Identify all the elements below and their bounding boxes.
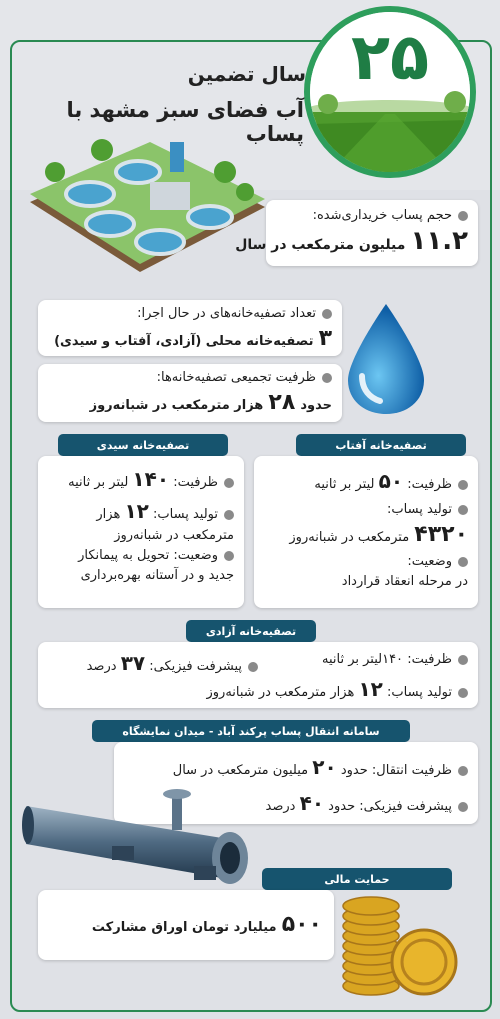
plants-count-detail: تصفیه‌خانه محلی (آزادی، آفتاب و سیدی) [54,334,314,349]
azadi-output-label: تولید پساب: [387,685,452,700]
seyedi-capacity-unit: لیتر بر ثانیه [68,475,129,490]
aftab-capacity-value: ۵۰ [378,469,404,493]
bullet-icon [458,655,468,665]
aftab-output-value: ۴۳۲۰ [414,522,468,547]
bullet-icon [224,551,234,561]
capacity-total-value: ۲۸ [268,390,296,415]
plants-count-value-row [48,324,332,354]
bullet-icon [458,480,468,490]
plants-count-label: تعداد تصفیه‌خانه‌های در حال اجرا: [137,306,316,321]
purchase-value: ۱۱.۲ [410,226,468,256]
anniversary-badge [304,6,476,178]
pipeline-header: سامانه انتقال پساب پرکند آباد - میدان نمایشگاه [92,720,410,742]
bullet-icon [458,688,468,698]
pipeline-transfer-prefix: حدود [340,763,368,778]
azadi-output-value: ۱۲ [358,677,383,701]
plants-count-value: ۳ [318,326,332,351]
title-line1: سال تضمین [187,62,306,86]
aftab-output-unit: مترمکعب در شبانه‌روز [289,530,410,545]
seyedi-header: تصفیه‌خانه سیدی [58,434,228,456]
pipeline-transfer-label: ظرفیت انتقال: [371,763,452,778]
gold-coins-icon [336,894,466,1002]
aftab-status-value: در مرحله انعقاد قرارداد [341,574,468,589]
aftab-status-label-row [264,552,468,572]
pipeline-transfer-unit: میلیون مترمکعب در سال [172,763,309,778]
purchase-label: حجم پساب خریداری‌شده: [312,208,452,223]
seyedi-capacity-label: ظرفیت: [173,475,218,490]
azadi-capacity-value: ۱۴۰ [382,652,404,667]
seyedi-status-value2: جدید و در آستانه بهره‌برداری [80,568,234,583]
finance-card [38,890,334,960]
seyedi-capacity-value: ۱۴۰ [132,467,170,491]
capacity-total-label: ظرفیت تجمیعی تصفیه‌خانه‌ها: [156,370,316,385]
pipeline-progress-prefix: حدود [328,799,356,814]
bullet-icon [224,510,234,520]
bullet-icon [458,557,468,567]
purchase-card [235,200,478,266]
azadi-header: تصفیه‌خانه آزادی [186,620,316,642]
plants-count-label-row [48,304,332,324]
azadi-progress-item [87,648,258,678]
capacity-total-label-row [48,368,332,388]
seyedi-status-row [48,546,234,566]
bullet-icon [458,211,468,221]
seyedi-output-value: ۱۲ [124,499,149,523]
seyedi-card [38,456,244,608]
water-drop-icon [340,300,432,418]
bullet-icon [224,478,234,488]
finance-header: حمایت مالی [262,868,452,890]
aftab-capacity-unit: لیتر بر ثانیه [314,477,375,492]
seyedi-capacity-row [48,464,234,494]
bullet-icon [322,373,332,383]
aftab-output-label-row [264,500,468,520]
title-line2: آب فضای سبز مشهد با پساب [66,98,304,146]
azadi-output-unit: هزار مترمکعب در شبانه‌روز [206,685,355,700]
aftab-card [254,456,478,608]
aftab-output-label: تولید پساب: [387,502,452,517]
azadi-row1 [48,648,468,674]
capacity-total-unit: هزار مترمکعب در شبانه‌روز [89,398,264,413]
azadi-output-row [48,674,468,704]
seyedi-output-label: تولید پساب: [153,507,218,522]
plants-count-card [38,300,342,356]
azadi-capacity-item [322,650,468,670]
seyedi-output-unit1: هزار [96,507,121,522]
bullet-icon [322,309,332,319]
pipeline-progress-unit: درصد [265,799,296,814]
aftab-capacity-label: ظرفیت: [407,477,452,492]
bullet-icon [248,662,258,672]
purchase-unit: میلیون مترمکعب در سال [235,237,406,253]
finance-value-row [50,910,322,940]
azadi-card [38,642,478,708]
azadi-capacity-label: ظرفیت: [407,652,452,667]
azadi-progress-label: پیشرفت فیزیکی: [149,659,242,674]
bullet-icon [458,505,468,515]
seyedi-status-value1: تحویل به پیمانکار [78,548,170,563]
seyedi-output-unit2: مترمکعب در شبانه‌روز [114,528,234,543]
capacity-total-prefix: حدود [300,398,332,413]
azadi-progress-unit: درصد [86,659,117,674]
badge-number: ۲۵ [350,21,430,95]
aftab-status-label: وضعیت: [407,554,452,569]
pipeline-transfer-value: ۲۰ [312,755,337,779]
aftab-capacity-row [264,466,468,496]
capacity-total-value-row [48,388,332,418]
azadi-capacity-unit: لیتر بر ثانیه [321,652,383,667]
aftab-output-value-row [264,520,468,550]
azadi-progress-value: ۳۷ [120,651,146,675]
seyedi-status-label: وضعیت: [173,548,218,563]
purchase-label-row [276,206,468,226]
bullet-icon [458,766,468,776]
pipeline-progress-label: پیشرفت فیزیکی: [359,799,452,814]
pipeline-progress-value: ۴۰ [299,791,325,815]
finance-value: ۵۰۰ [281,912,322,937]
purchase-value-row [235,226,468,256]
bullet-icon [458,802,468,812]
capacity-total-card [38,364,342,422]
aftab-header: تصفیه‌خانه آفتاب [296,434,466,456]
finance-unit: میلیارد تومان اوراق مشارکت [91,920,277,935]
pipe-illustration [22,778,254,888]
treatment-plant-illustration [20,132,270,282]
seyedi-output-row [48,496,234,526]
